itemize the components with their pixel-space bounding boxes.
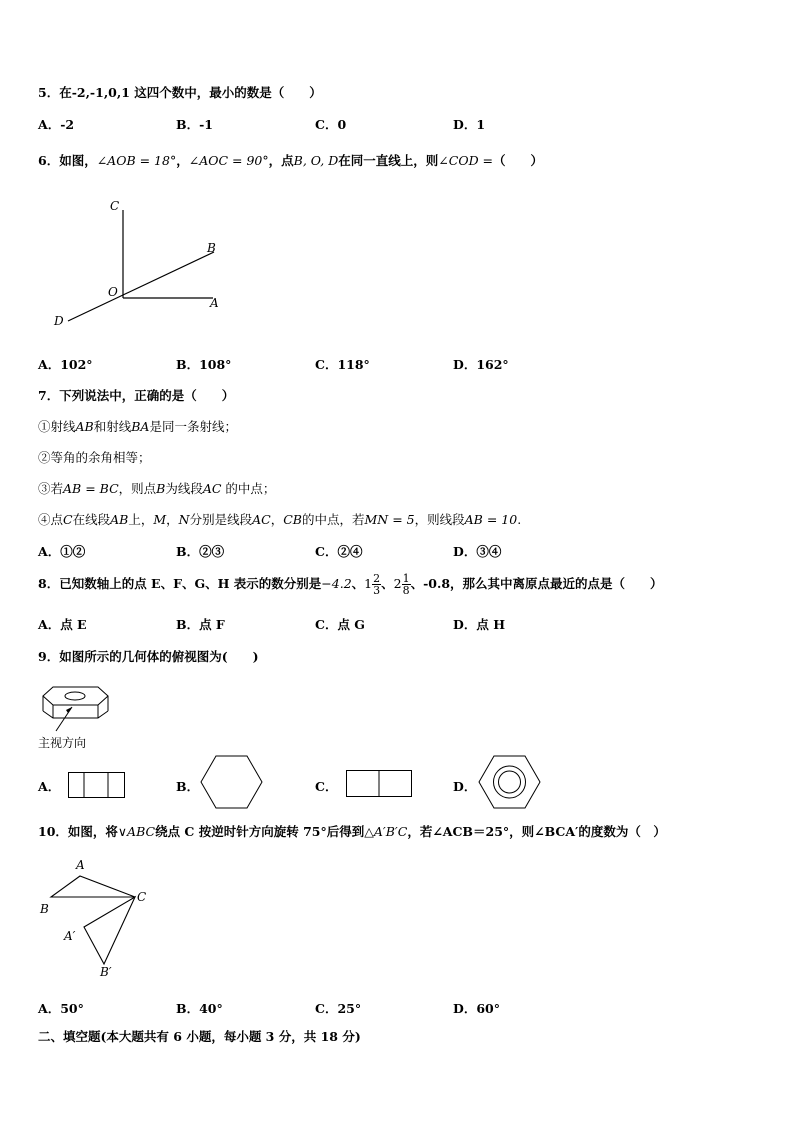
q6-label-b: B: [207, 241, 216, 255]
q8-fraction-2-3: $\frac{2}{3}$: [373, 572, 381, 597]
q6-label-d: D: [54, 314, 64, 328]
q10-label-a-prime: A′: [64, 929, 76, 943]
q10-label-b: B: [40, 902, 49, 916]
q7-statement-2: ②等角的余角相等；: [38, 450, 151, 465]
q10-option-a: A．50°: [38, 1001, 84, 1016]
q7-stem: 7．下列说法中，正确的是（ ）: [38, 388, 235, 403]
q6-figure: [50, 196, 230, 336]
q6-label-o: O: [108, 285, 118, 299]
q10-option-c: C．25°: [315, 1001, 362, 1016]
q6-label-a: A: [210, 296, 219, 310]
q10-label-c: C: [137, 890, 147, 904]
q8-option-a: A．点 E: [38, 617, 87, 632]
q10-stem: 10．如图，将∨ABC绕点 C 按逆时针方向旋转 75°后得到△A′B′C，若∠ACB＝25°，则∠BCA′的度数为（ ）: [38, 824, 666, 839]
q9-option-c-figure: [346, 770, 414, 799]
q10-option-d: D．60°: [453, 1001, 500, 1016]
q8-fraction-1-8: $\frac{1}{8}$: [402, 572, 410, 597]
q7-option-c: C．②④: [315, 544, 363, 559]
q6-option-a: A．102°: [38, 357, 93, 372]
q5-stem: 5．在-2,-1,0,1 这四个数中，最小的数是（ ）: [38, 85, 322, 100]
q6-stem: 6．如图，∠AOB = 18°，∠AOC = 90°，点B, O, D在同一直线上，则∠COD =（ ）: [38, 153, 544, 168]
q8-option-b: B．点 F: [176, 617, 225, 632]
q7-option-b: B．②③: [176, 544, 225, 559]
q6-option-d: D．162°: [453, 357, 509, 372]
q6-option-b: B．108°: [176, 357, 232, 372]
q7-statement-4: ④点C在线段AB上，M，N分别是线段AC，CB的中点，若MN = 5，则线段AB = 10.: [38, 512, 522, 527]
q9-option-b-figure: [200, 754, 264, 810]
q5-option-b: B．-1: [176, 117, 213, 132]
q9-hex-nut-figure: [38, 683, 118, 738]
q6-label-c: C: [110, 199, 120, 213]
q9-stem: 9．如图所示的几何体的俯视图为( ): [38, 649, 259, 664]
q6-option-c: C．118°: [315, 357, 370, 372]
q7-statement-1: ①射线AB和射线BA是同一条射线；: [38, 419, 237, 434]
q10-option-b: B．40°: [176, 1001, 223, 1016]
q7-option-a: A．①②: [38, 544, 86, 559]
q9-option-b-label: B．: [176, 779, 200, 794]
q8-stem: 8．已知数轴上的点 E、F、G、H 表示的数分别是−4.2、1 $\frac{2}{3}$ 、2 $\frac{1}{8}$ 、-0.8，那么其中离原点最近的点是（ ）: [38, 572, 663, 597]
q9-caption: 主视方向: [38, 736, 87, 750]
q10-label-b-prime: B′: [100, 965, 112, 979]
q8-option-c: C．点 G: [315, 617, 365, 632]
q9-option-a-label: A．: [38, 779, 61, 794]
q5-option-a: A．-2: [38, 117, 75, 132]
q8-option-d: D．点 H: [453, 617, 506, 632]
q5-option-d: D．1: [453, 117, 486, 132]
q7-statement-3: ③若AB = BC，则点B为线段AC 的中点；: [38, 481, 276, 496]
q9-option-d-figure: [478, 754, 542, 810]
section-2-heading: 二、填空题(本大题共有 6 小题，每小题 3 分，共 18 分): [38, 1029, 361, 1044]
q7-option-d: D．③④: [453, 544, 502, 559]
q10-figure: [40, 860, 160, 980]
q5-option-c: C．0: [315, 117, 347, 132]
q9-option-a-figure: [68, 772, 126, 800]
q10-label-a: A: [76, 858, 85, 872]
q9-option-c-label: C．: [315, 779, 338, 794]
q9-option-d-label: D．: [453, 779, 477, 794]
